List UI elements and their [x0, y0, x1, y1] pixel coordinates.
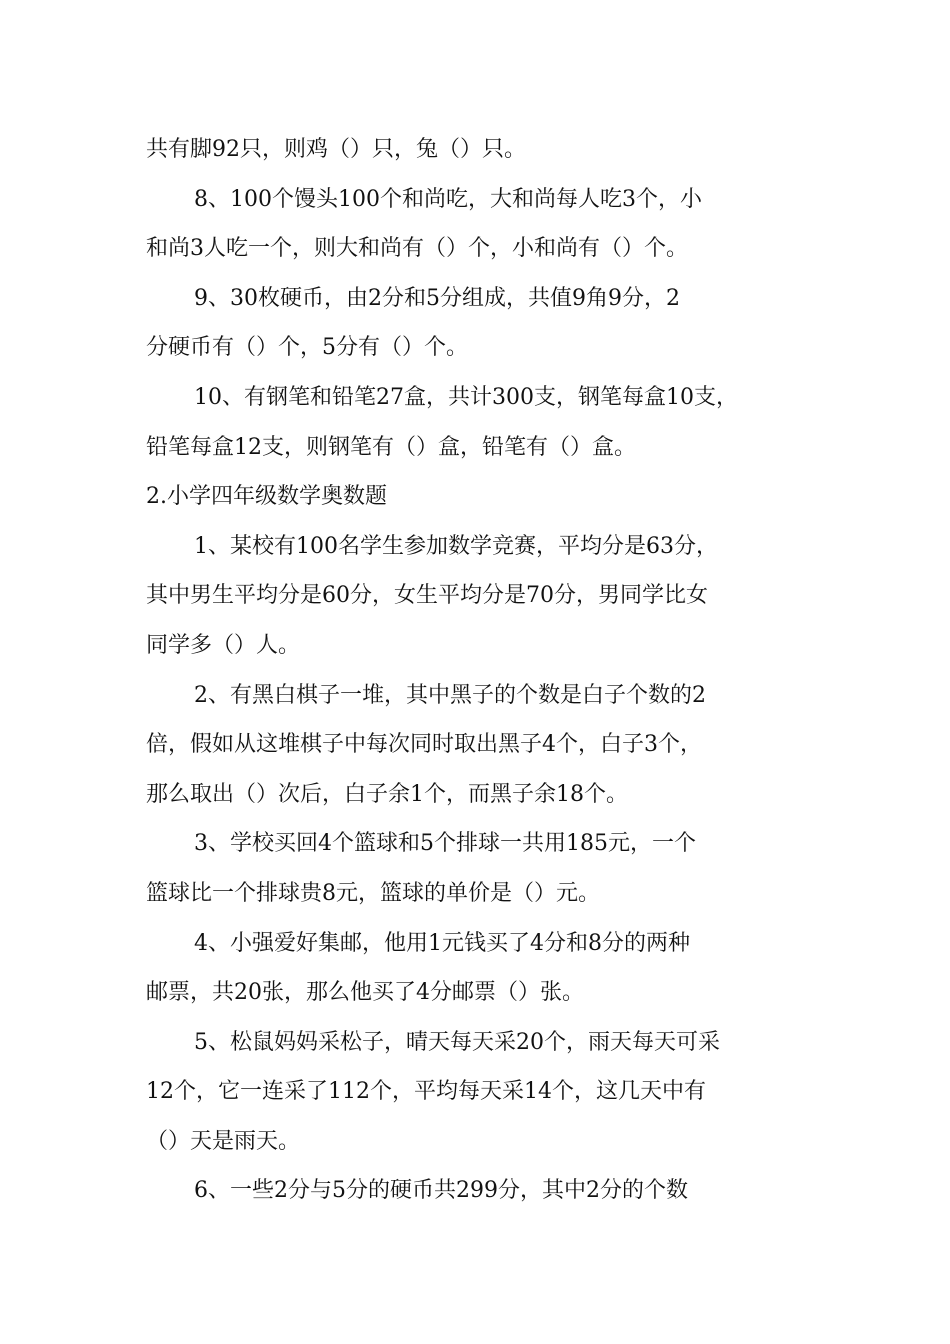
document-body: [146, 125, 818, 1216]
text-line: 和尚3人吃一个，则大和尚有（）个，小和尚有（）个。: [146, 236, 688, 262]
text-line: 篮球比一个排球贵8元，篮球的单价是（）元。: [146, 880, 600, 906]
text-line: 10、有钢笔和铅笔27盒，共计300支，钢笔每盒10支，: [194, 384, 738, 410]
text-line: 共有脚92只，则鸡（）只，兔（）只。: [146, 137, 526, 162]
text-line: 2、有黑白棋子一堆，其中黑子的个数是白子个数的2: [194, 682, 706, 708]
text-line: 4、小强爱好集邮，他用1元钱买了4分和8分的两种: [194, 930, 690, 956]
text-line: 邮票，共20张，那么他买了4分邮票（）张。: [146, 980, 584, 1006]
text-line: 1、某校有100名学生参加数学竞赛，平均分是63分，: [194, 533, 718, 559]
text-line: 5、松鼠妈妈采松子，晴天每天采20个，雨天每天可采: [194, 1029, 720, 1055]
text-line: 3、学校买回4个篮球和5个排球一共用185元，一个: [194, 831, 696, 857]
text-line: （）天是雨天。: [146, 1128, 301, 1154]
section-heading: 2.小学四年级数学奥数题: [146, 484, 387, 510]
text-line: 9、30枚硬币，由2分和5分组成，共值9角9分，2: [194, 285, 680, 311]
text-line: 6、一些2分与5分的硬币共299分，其中2分的个数: [194, 1178, 688, 1204]
text-line: 同学多（）人。: [146, 632, 301, 658]
text-line: 倍，假如从这堆棋子中每次同时取出黑子4个，白子3个，: [146, 732, 702, 758]
text-line: 铅笔每盒12支，则钢笔有（）盒，铅笔有（）盒。: [146, 434, 636, 460]
text-line: 8、100个馒头100个和尚吃，大和尚每人吃3个，小: [194, 186, 702, 212]
text-line: 那么取出（）次后，白子余1个，而黑子余18个。: [146, 781, 628, 807]
text-line: 12个，它一连采了112个，平均每天采14个，这几天中有: [146, 1079, 706, 1105]
text-line: 分硬币有（）个，5分有（）个。: [146, 335, 468, 361]
text-line: 其中男生平均分是60分，女生平均分是70分，男同学比女: [146, 583, 708, 609]
